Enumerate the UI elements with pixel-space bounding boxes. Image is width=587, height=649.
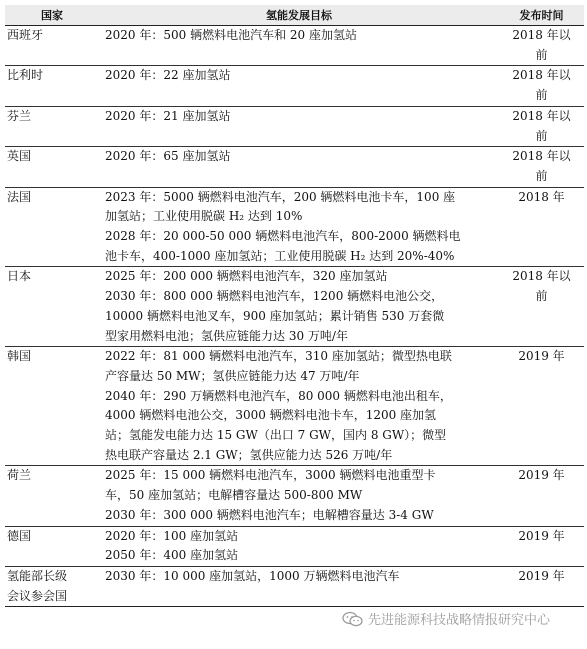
goals-cell-line: 2040 年：290 万辆燃料电池汽车，80 000 辆燃料电池出租车，: [105, 388, 452, 403]
release-time-cell-line: 2018 年以: [512, 28, 571, 42]
release-time-cell-line: 前: [535, 289, 548, 304]
goals-cell-line: 2020 年：500 辆燃料电池汽车和 20 座加氢站: [105, 28, 357, 42]
country-cell: [5, 526, 99, 566]
table-row: [5, 566, 584, 606]
goals-cell: [99, 347, 499, 466]
release-time-cell-line: 2018 年以: [512, 108, 571, 123]
country-cell-line: 西班牙: [7, 28, 44, 42]
country-cell: [5, 566, 99, 606]
table-row: [5, 187, 584, 267]
country-cell-line: 德国: [7, 528, 32, 543]
release-time-cell-line: 2018 年以: [512, 269, 571, 284]
release-time-cell: [499, 267, 584, 347]
release-time-cell-line: 前: [535, 168, 548, 183]
table-row: [5, 466, 584, 526]
country-cell-line: 芬兰: [7, 108, 32, 123]
goals-cell-line: 热电联产容量达 2.1 GW；氢供应能力达 526 万吨/年: [105, 447, 393, 462]
goals-cell-line: 2025 年：15 000 辆燃料电池汽车，3000 辆燃料电池重型卡: [105, 468, 436, 483]
release-time-cell-line: 前: [535, 88, 548, 103]
goals-cell-line: 2030 年：800 000 辆燃料电池汽车，1200 辆燃料电池公交，: [105, 289, 444, 304]
release-time-cell-line: 2019 年: [518, 349, 565, 364]
release-time-cell: [499, 347, 584, 466]
release-time-cell: [499, 106, 584, 146]
goals-cell-line: 2020 年：65 座加氢站: [105, 149, 231, 164]
release-time-cell: [499, 526, 584, 566]
goals-cell: [99, 566, 499, 606]
country-cell: [5, 267, 99, 347]
table-row: [5, 347, 584, 466]
goals-cell-line: 2030 年：10 000 座加氢站，1000 万辆燃料电池汽车: [105, 568, 400, 583]
country-cell-line: 法国: [7, 189, 32, 204]
goals-cell-line: 4000 辆燃料电池公交，3000 辆燃料电池卡车，1200 座加氢: [105, 408, 437, 423]
goals-cell: [99, 466, 499, 526]
header-goals: 氢能发展目标: [99, 5, 499, 26]
hydrogen-targets-table: [5, 5, 584, 607]
goals-cell-line: 型家用燃料电池；氢供应链能力达 30 万吨/年: [105, 328, 348, 343]
release-time-cell-line: 2019 年: [518, 468, 565, 483]
watermark-text: 先进能源科技战略情报研究中心: [368, 613, 551, 628]
table-row: [5, 267, 584, 347]
release-time-cell: [499, 466, 584, 526]
table-row: [5, 147, 584, 187]
goals-cell: [99, 187, 499, 267]
table-row: [5, 526, 584, 566]
country-cell: [5, 466, 99, 526]
release-time-cell: [499, 66, 584, 106]
release-time-cell: [499, 566, 584, 606]
release-time-cell-line: 2018 年以: [512, 68, 571, 83]
goals-cell-line: 2023 年：5000 辆燃料电池汽车，200 辆燃料电池卡车，100 座: [105, 189, 456, 204]
table-row: [5, 26, 584, 66]
goals-cell-line: 2020 年：22 座加氢站: [105, 68, 231, 83]
country-cell: [5, 347, 99, 466]
release-time-cell-line: 2018 年以: [512, 149, 571, 164]
goals-cell: [99, 66, 499, 106]
goals-cell-line: 加氢站；工业使用脱碳 H₂ 达到 10%: [105, 209, 303, 224]
goals-cell-line: 2022 年：81 000 辆燃料电池汽车，310 座加氢站；微型热电联: [105, 349, 452, 364]
goals-cell: [99, 526, 499, 566]
goals-cell: [99, 106, 499, 146]
goals-cell-line: 2050 年：400 座加氢站: [105, 548, 239, 563]
country-cell: [5, 147, 99, 187]
country-cell-line: 氢能部长级: [7, 568, 68, 583]
goals-cell-line: 10000 辆燃料电池叉车，900 座加氢站；累计销售 530 万套微: [105, 308, 445, 323]
header-release-time: 发布时间: [499, 5, 584, 26]
release-time-cell: [499, 147, 584, 187]
table-row: [5, 66, 584, 106]
goals-cell: [99, 147, 499, 187]
country-cell: [5, 66, 99, 106]
country-cell: [5, 26, 99, 66]
release-time-cell-line: 前: [535, 128, 548, 143]
goals-cell-line: 2028 年：20 000-50 000 辆燃料电池汽车，800-2000 辆燃料电: [105, 229, 461, 244]
release-time-cell-line: 2019 年: [518, 528, 565, 543]
country-cell-line: 日本: [7, 269, 32, 284]
goals-cell-line: 2025 年：200 000 辆燃料电池汽车，320 座加氢站: [105, 269, 388, 284]
goals-cell: [99, 26, 499, 66]
watermark: [342, 609, 550, 628]
release-time-cell: [499, 26, 584, 66]
goals-cell-line: 2030 年：300 000 辆燃料电池汽车；电解槽容量达 3-4 GW: [105, 507, 434, 522]
goals-cell: [99, 267, 499, 347]
table-header-row: [5, 5, 584, 26]
wechat-icon: [342, 611, 364, 627]
goals-cell-line: 车，50 座加氢站；电解槽容量达 500-800 MW: [105, 488, 363, 503]
goals-cell-line: 产容量达 50 MW；氢供应链能力达 47 万吨/年: [105, 368, 360, 383]
table-row: [5, 106, 584, 146]
release-time-cell: [499, 187, 584, 267]
goals-cell-line: 站；氢能发电能力达 15 GW（出口 7 GW，国内 8 GW）；微型: [105, 428, 447, 443]
release-time-cell-line: 前: [535, 47, 548, 62]
country-cell: [5, 187, 99, 267]
country-cell: [5, 106, 99, 146]
country-cell-line: 韩国: [7, 349, 32, 364]
country-cell-line: 荷兰: [7, 468, 32, 483]
country-cell-line: 会议参会国: [7, 588, 68, 603]
release-time-cell-line: 2019 年: [518, 568, 565, 583]
goals-cell-line: 2020 年：100 座加氢站: [105, 528, 239, 543]
country-cell-line: 比利时: [7, 68, 44, 83]
country-cell-line: 英国: [7, 149, 32, 164]
goals-cell-line: 2020 年：21 座加氢站: [105, 108, 231, 123]
header-country: 国家: [5, 5, 99, 26]
goals-cell-line: 池卡车，400-1000 座加氢站；工业使用脱碳 H₂ 达到 20%-40%: [105, 248, 455, 263]
release-time-cell-line: 2018 年: [518, 189, 565, 204]
